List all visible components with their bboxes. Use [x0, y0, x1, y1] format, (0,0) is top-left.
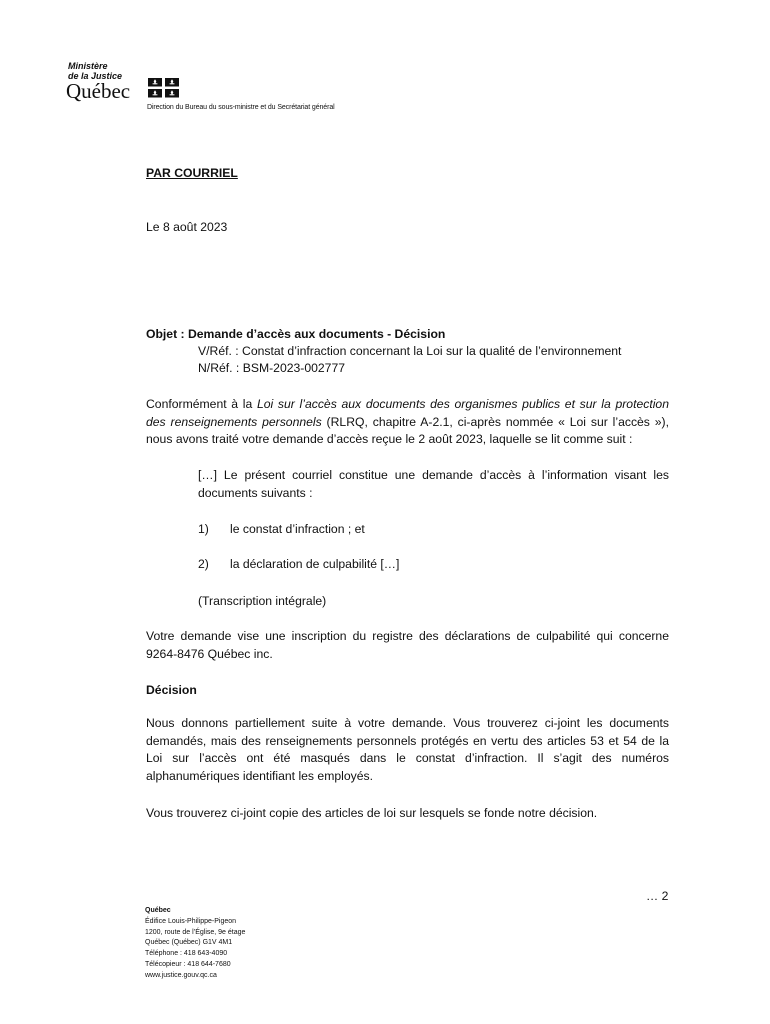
ministere-label — [68, 61, 122, 81]
paragraph-intro — [146, 396, 669, 449]
page-continuation: … 2 — [646, 889, 669, 903]
footer-city: Québec — [145, 907, 171, 914]
direction-label: Direction du Bureau du sous-ministre et du Secrétariat général — [147, 104, 335, 111]
list-item-number: 1) — [198, 522, 209, 536]
decision-heading: Décision — [146, 683, 197, 697]
transcription-note: (Transcription intégrale) — [198, 594, 327, 608]
intro-start: Conformément à la — [146, 397, 257, 411]
ministere-line2: de la Justice — [68, 71, 123, 81]
footer-fax: Télécopieur : 418 644-7680 — [145, 960, 231, 968]
request-quote: […] Le présent courriel constitue une demande d’accès à l’information visant les documents suivants : — [198, 468, 669, 500]
par-courriel-heading: PAR COURRIEL — [146, 166, 238, 180]
ministere-line1: Ministère — [68, 61, 108, 71]
footer-line: Édifice Louis-Philippe-Pigeon — [145, 917, 237, 925]
footer-line: 1200, route de l’Église, 9e étage — [145, 928, 246, 936]
list-item — [198, 556, 399, 574]
footer-line: Québec (Québec) G1V 4M1 — [145, 939, 233, 947]
letter-date: Le 8 août 2023 — [146, 220, 228, 234]
footer-website: www.justice.gouv.qc.ca — [145, 971, 217, 979]
reference-nous: N/Réf. : BSM-2023-002777 — [198, 361, 346, 375]
footer-address — [145, 906, 245, 982]
law-title: Loi sur l’accès aux documents des organismes publics et sur la protection des renseignements personnels — [146, 397, 669, 429]
paragraph-decision: Nous donnons partiellement suite à votre demande. Vous trouverez ci-joint les documents demandés, mais des renseignements personnels protégés en vertu des articles 53 et 54 de la Loi sur l’accès ont été masqués dans le constat d’infraction. Il s’agit des numéros alphanumériques identifiant les employés. — [146, 716, 669, 783]
paragraph-request-scope: Votre demande vise une inscription du registre des déclarations de culpabilité qui concerne 9264-8476 Québec inc. — [146, 629, 669, 661]
reference-vous: V/Réf. : Constat d’infraction concernant la Loi sur la qualité de l’environnement — [198, 344, 622, 358]
list-item-text: la déclaration de culpabilité […] — [230, 557, 400, 571]
footer-phone: Téléphone : 418 643-4090 — [145, 950, 228, 958]
list-item-number: 2) — [198, 557, 209, 571]
quebec-flag-icon — [148, 78, 180, 98]
quebec-logo-text: Québec — [66, 79, 131, 103]
list-item — [198, 521, 365, 539]
intro-end: (RLRQ, chapitre A-2.1, ci-après nommée « Loi sur l’accès »), nous avons traité votre demande d’accès reçue le 2 août 2023, laquelle se lit comme suit : — [146, 414, 669, 446]
list-item-text: le constat d’infraction ; et — [230, 522, 365, 536]
objet-line: Objet : Demande d’accès aux documents - Décision — [146, 327, 446, 341]
paragraph-articles: Vous trouverez ci-joint copie des articles de loi sur lesquels se fonde notre décision. — [146, 806, 598, 820]
